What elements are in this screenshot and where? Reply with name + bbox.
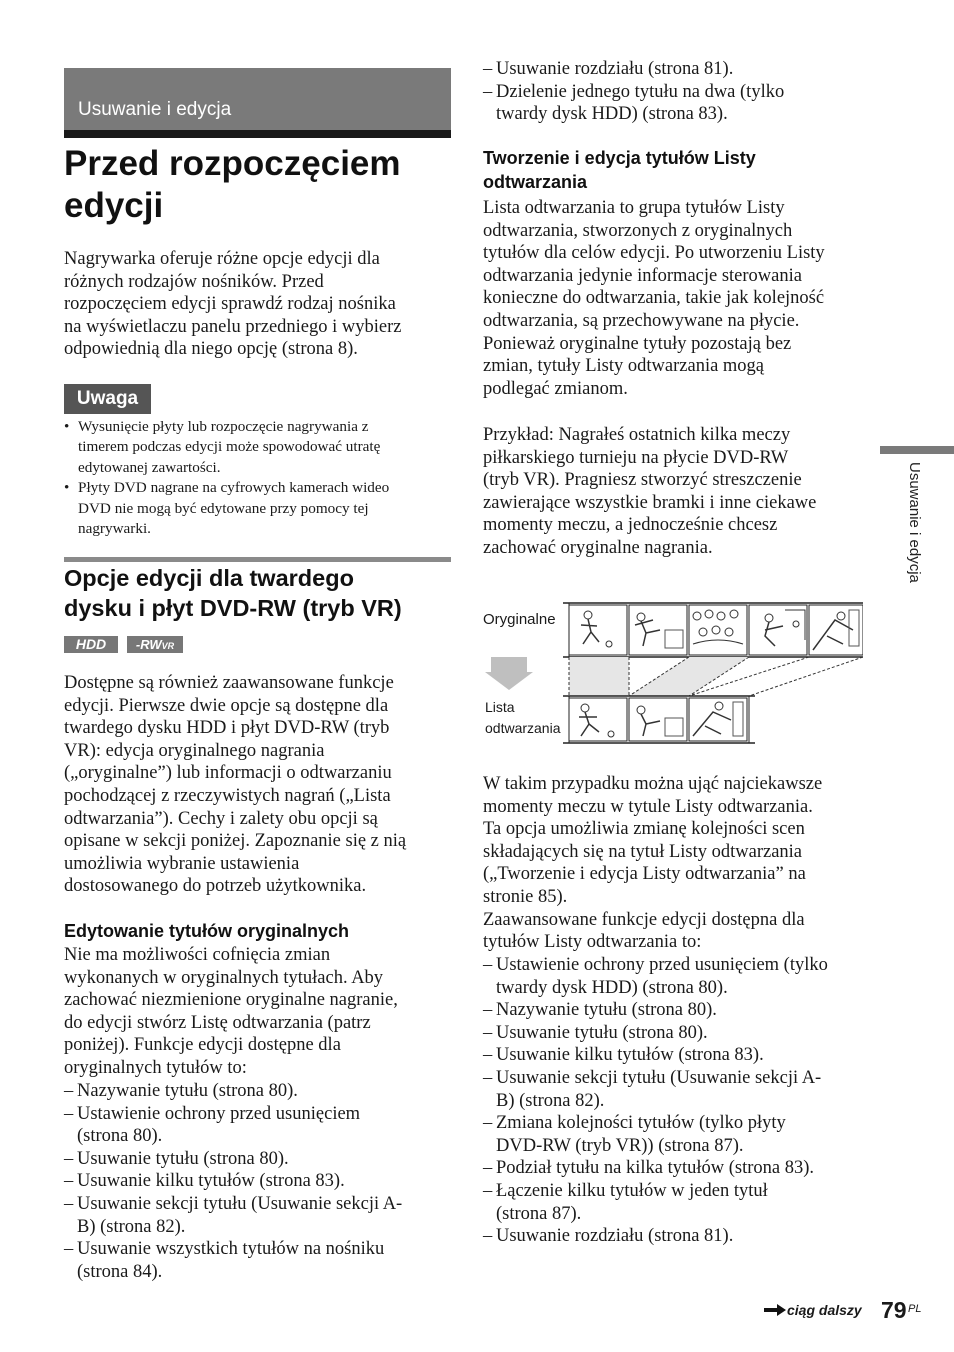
note-item [64, 417, 452, 478]
text-line: Przykład: Nagrałeś ostatnich kilka meczy [483, 425, 791, 445]
list-item [483, 999, 828, 1022]
text-line: Usuwanie wszystkich tytułów na nośniku [77, 1239, 385, 1260]
dash-icon: – [483, 1226, 493, 1247]
notes-list [64, 417, 452, 539]
text-line: (strona 87). [496, 1203, 582, 1224]
text-line: Nie ma możliwości cofnięcia zmian [64, 945, 331, 965]
text-line: Usuwanie sekcji tytułu (Usuwanie sekcji A- [77, 1193, 403, 1214]
text-line: Nazywanie tytułu (strona 80). [77, 1081, 298, 1101]
note-item [64, 478, 452, 539]
text-line: Ustawienie ochrony przed usunięciem [77, 1103, 361, 1124]
dash-icon: – [64, 1103, 74, 1124]
text-line: B) (strona 82). [496, 1090, 605, 1111]
dash-icon: – [483, 955, 493, 975]
text-line: VR): edycja oryginalnego nagrania [64, 740, 325, 761]
text-line: (strona 84). [77, 1261, 163, 1282]
case-paragraph [483, 773, 822, 954]
section-banner [64, 68, 451, 130]
text-line: W takim przypadku można ująć najciekawsze [483, 774, 823, 794]
page-title-line: edycji [64, 186, 164, 225]
continued-label: ciąg dalszy [787, 1302, 862, 1318]
text-line: zachować oryginalne nagrania. [483, 537, 713, 558]
text-line: składających się na tytuł Listy odtwarzania [483, 841, 803, 862]
frame-image [629, 605, 687, 655]
list-item [64, 1080, 402, 1103]
badge-subtext: VR [161, 641, 175, 651]
text-line: Nagrywarka oferuje różne opcje edycji dla [64, 249, 380, 269]
dash-icon: – [483, 1045, 493, 1066]
text-line: (strona 80). [77, 1126, 163, 1147]
text-line: do edycji stwórz Listę odtwarzania (patrz [64, 1012, 371, 1033]
text-line: odtwarzania, są przechowywane na płycie. [483, 310, 800, 331]
dash-icon: – [483, 1180, 493, 1201]
text-line: DVD nie mogą być edytowane przy pomocy tej [78, 499, 369, 517]
subheading-line: Edytowanie tytułów oryginalnych [64, 921, 350, 941]
text-line: Usuwanie rozdziału (strona 81). [496, 1226, 734, 1247]
text-line: oryginalnych tytułów to: [64, 1057, 247, 1078]
mapping-lines [569, 657, 863, 696]
frame-image [689, 605, 747, 655]
dash-icon: – [483, 1000, 493, 1021]
page-language-suffix: PL [908, 1303, 922, 1315]
text-line: opisane w sekcji poniżej. Zapoznanie się z nią [64, 831, 407, 852]
text-line: Usuwanie kilku tytułów (strona 83). [77, 1171, 345, 1192]
text-line: odtwarzania, stworzonych z oryginalnych [483, 220, 793, 241]
dash-icon: – [483, 81, 493, 102]
frame-image [569, 698, 627, 741]
text-line: Ponieważ oryginalne tytuły pozostają bez [483, 333, 792, 354]
side-tab-bar [880, 446, 954, 454]
diagram-playlist-label: odtwarzania [485, 720, 561, 736]
text-line: B) (strona 82). [77, 1216, 186, 1237]
page-number: 79 [881, 1297, 907, 1323]
example-paragraph [483, 424, 816, 560]
list-item [483, 58, 784, 81]
text-line: odtwarzania”). Cechy i zalety obu opcji są [64, 808, 378, 829]
dash-icon: – [483, 1113, 493, 1134]
text-line: twardego dysku HDD i płyt DVD-RW (tryb [64, 718, 390, 739]
text-line: pochodzącej z rzeczywistych nagrań („Lista [64, 785, 391, 806]
dash-icon: – [64, 1081, 74, 1101]
list-item [483, 1112, 828, 1157]
text-line: Usuwanie rozdziału (strona 81). [496, 59, 734, 79]
list-item [64, 1238, 402, 1283]
text-line: tytułów dla celów edycji. Po utworzeniu Listy [483, 243, 825, 264]
text-line: („oryginalne”) lub informacji o odtwarzaniu [64, 763, 392, 784]
original-titles-heading [64, 919, 349, 943]
list-item [64, 1193, 402, 1238]
text-line: odpowiednią dla niego opcję (strona 8). [64, 339, 358, 360]
section-heading [64, 563, 402, 623]
text-line: tytułów Listy odtwarzania to: [483, 932, 702, 953]
text-line: Wysunięcie płyty lub rozpoczęcie nagrywania z [78, 418, 369, 435]
dash-icon: – [483, 59, 493, 79]
continued-arrow-icon [764, 1304, 786, 1316]
dvd-rw-vr-badge [127, 636, 183, 653]
subheading-line: Tworzenie i edycja tytułów Listy [483, 148, 756, 168]
options-paragraph [64, 672, 406, 898]
diagram-playlist-label: Lista [485, 699, 515, 715]
text-line: edycji. Pierwsze dwie opcje są dostępne dla [64, 695, 389, 716]
text-line: zmian, tytuły Listy odtwarzania mogą [483, 356, 765, 377]
list-item [483, 1225, 828, 1248]
text-line: Usuwanie sekcji tytułu (Usuwanie sekcji A- [496, 1067, 822, 1088]
frame-image [629, 698, 687, 741]
text-line: momenty meczu, a jednocześnie chcesz [483, 515, 778, 536]
text-line: na wyświetlaczu panelu przedniego i wybierz [64, 316, 402, 337]
section-banner-text: Usuwanie i edycja [78, 99, 232, 120]
dash-icon: – [483, 1158, 493, 1179]
bullet-icon: • [64, 418, 70, 435]
list-item [64, 1170, 402, 1193]
text-line: Płyty DVD nagrane na cyfrowych kamerach wideo [78, 479, 390, 497]
text-line: edytowanej zawartości. [78, 458, 221, 476]
frame-image [689, 698, 747, 741]
frame-image [809, 605, 863, 655]
bullet-icon: • [64, 479, 70, 497]
list-item [483, 1044, 828, 1067]
playlist-functions-list [483, 954, 828, 1248]
dash-icon: – [64, 1171, 74, 1192]
original-filmstrip [563, 603, 863, 657]
text-line: („Tworzenie i edycja Listy odtwarzania” na [483, 864, 806, 885]
playlist-diagram [483, 600, 863, 750]
dash-icon: – [483, 1022, 493, 1043]
text-line: umożliwia wybranie ustawienia [64, 853, 300, 874]
text-line: stronie 85). [483, 886, 568, 907]
list-item [483, 954, 828, 999]
text-line: podlegać zmianom. [483, 378, 628, 399]
text-line: Usuwanie tytułu (strona 80). [77, 1148, 289, 1169]
list-item [483, 1067, 828, 1112]
text-line: Lista odtwarzania to grupa tytułów Listy [483, 198, 785, 218]
text-line: odtwarzania jedynie informacje sterowania [483, 265, 802, 286]
text-line: (tryb VR). Pragniesz stworzyć streszczenie [483, 470, 802, 491]
text-line: dostosowanego do potrzeb użytkownika. [64, 876, 367, 897]
text-line: Łączenie kilku tytułów w jeden tytuł [496, 1180, 768, 1201]
list-item [483, 81, 784, 126]
text-line: piłkarskiego turnieju na płycie DVD-RW [483, 447, 789, 468]
list-item [64, 1103, 402, 1148]
section-heading-line: dysku i płyt DVD-RW (tryb VR) [64, 595, 402, 621]
subheading-line: odtwarzania [483, 172, 588, 192]
playlist-heading [483, 146, 756, 194]
text-line: momenty meczu w tytule Listy odtwarzania. [483, 796, 813, 817]
text-line: Zaawansowane funkcje edycji dostępna dla [483, 909, 805, 930]
section-heading-line: Opcje edycji dla twardego [64, 565, 354, 591]
hdd-badge: HDD [64, 636, 118, 653]
text-line: twardy dysk HDD) (strona 80). [496, 977, 728, 998]
text-line: Dzielenie jednego tytułu na dwa (tylko [496, 81, 785, 102]
text-line: Ustawienie ochrony przed usunięciem (tylko [496, 955, 828, 975]
playlist-filmstrip [563, 696, 755, 743]
original-titles-paragraph [64, 944, 398, 1080]
text-line: nagrywarki. [78, 520, 151, 538]
text-line: twardy dysk HDD) (strona 83). [496, 104, 728, 125]
list-item [64, 1148, 402, 1171]
right-top-list [483, 58, 784, 126]
page-title [64, 143, 454, 227]
list-item [483, 1022, 828, 1045]
dash-icon: – [64, 1193, 74, 1214]
text-line: rozpoczęciem edycji sprawdź rodzaj nośnika [64, 294, 396, 315]
list-item [483, 1180, 828, 1225]
badge-text: -RW [135, 637, 162, 652]
side-tab-label: Usuwanie i edycja [906, 462, 923, 583]
banner-rule [64, 130, 451, 138]
text-line: timerem podczas edycji może spowodować utratę [78, 438, 381, 456]
dash-icon: – [64, 1239, 74, 1260]
page-title-line: Przed rozpoczęciem [64, 144, 401, 183]
text-line: Nazywanie tytułu (strona 80). [496, 1000, 717, 1021]
note-label: Uwaga [64, 384, 151, 414]
playlist-paragraph [483, 197, 825, 400]
dash-icon: – [483, 1067, 493, 1088]
text-line: wykonanych w oryginalnych tytułach. Aby [64, 967, 384, 988]
text-line: Usuwanie kilku tytułów (strona 83). [496, 1045, 764, 1066]
original-functions-list [64, 1080, 402, 1283]
text-line: Zmiana kolejności tytułów (tylko płyty [496, 1113, 786, 1134]
text-line: poniżej). Funkcje edycji dostępne dla [64, 1035, 341, 1056]
text-line: konieczne do odtwarzania, takie jak kolejność [483, 288, 825, 309]
intro-paragraph [64, 248, 402, 361]
text-line: zachować niezmienione oryginalne nagranie, [64, 990, 398, 1011]
list-item [483, 1157, 828, 1180]
dash-icon: – [64, 1148, 74, 1169]
down-arrow-icon [485, 657, 533, 690]
section-rule [64, 557, 451, 562]
frame-image [569, 605, 627, 655]
diagram-original-label: Oryginalne [483, 611, 556, 628]
text-line: Ta opcja umożliwia zmianę kolejności scen [483, 819, 805, 840]
text-line: Dostępne są również zaawansowane funkcje [64, 673, 394, 693]
text-line: zawierające wszystkie bramki i inne ciekawe [483, 492, 817, 513]
text-line: Usuwanie tytułu (strona 80). [496, 1022, 708, 1043]
text-line: DVD-RW (tryb VR)) (strona 87). [496, 1135, 744, 1156]
text-line: Podział tytułu na kilka tytułów (strona 83). [496, 1158, 815, 1179]
text-line: różnych rodzajów nośników. Przed [64, 271, 324, 292]
frame-image [749, 605, 807, 655]
